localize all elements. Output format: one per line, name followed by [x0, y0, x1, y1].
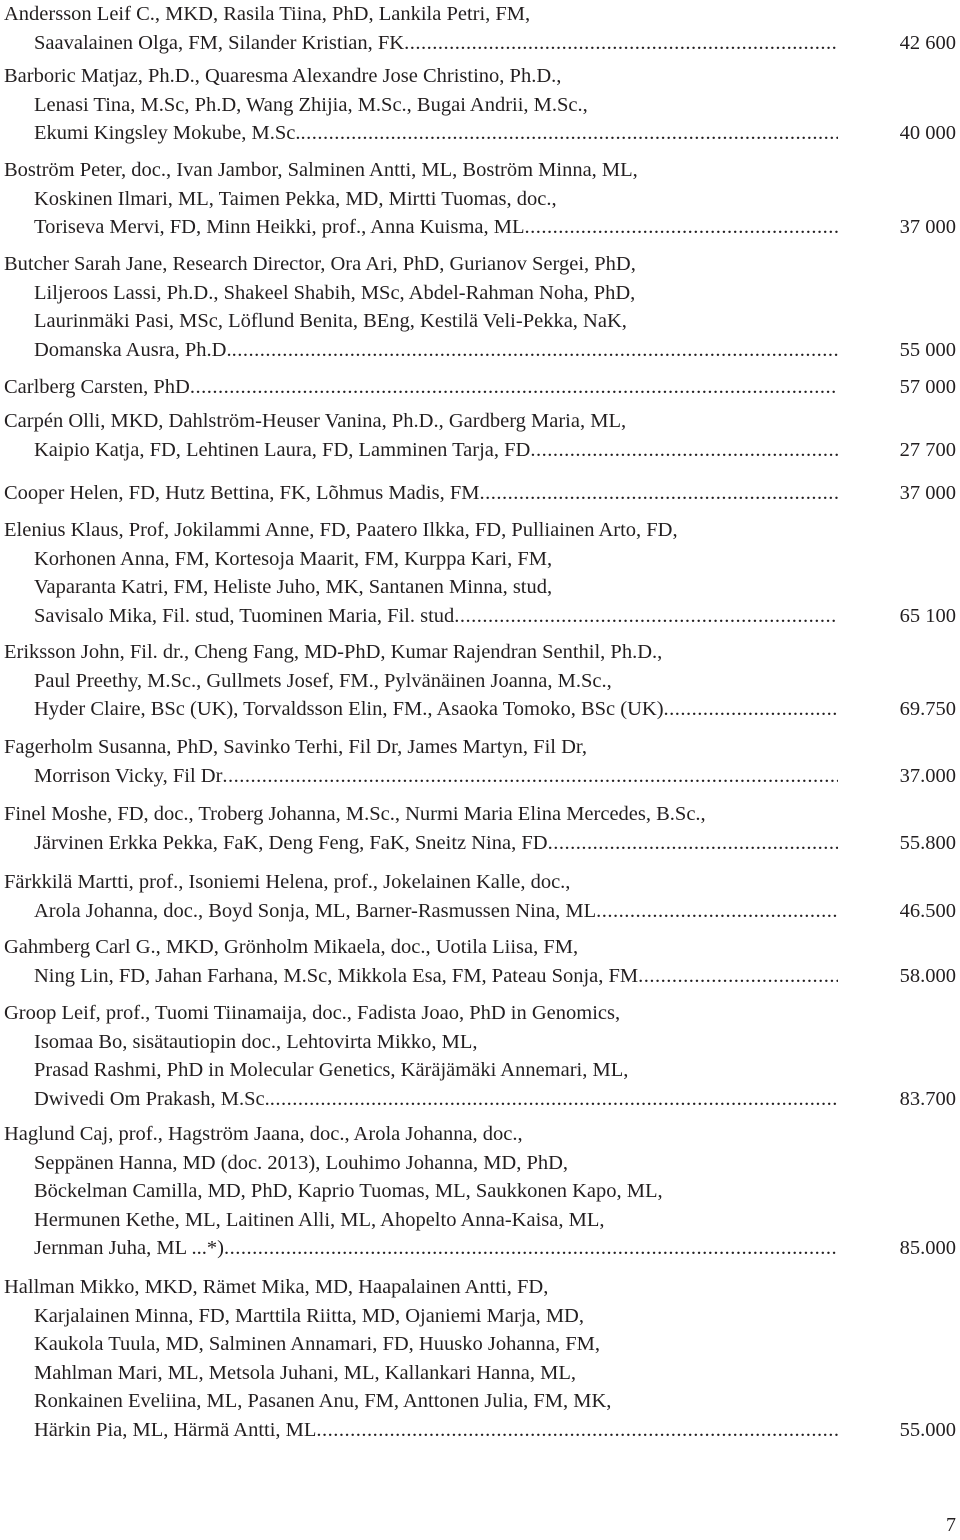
recipient-names: Härkin Pia, ML, Härmä Antti, ML [34, 1418, 317, 1441]
recipient-names: Domanska Ausra, Ph.D. [34, 338, 232, 361]
recipient-names: Morrison Vicky, Fil Dr [34, 764, 223, 787]
recipient-names: Boström Peter, doc., Ivan Jambor, Salminen Antti, ML, Boström Minna, ML, [4, 159, 638, 181]
recipient-names: Vaparanta Katri, FM, Heliste Juho, MK, Santanen Minna, stud, [34, 576, 553, 598]
grant-amount: 27 700 [899, 438, 956, 461]
recipient-names: Isomaa Bo, sisätautiopin doc., Lehtovirta Mikko, ML, [34, 1030, 478, 1053]
recipient-names: Carlberg Carsten, PhD [4, 376, 190, 398]
entry-last-line [4, 1234, 956, 1263]
funding-entry [4, 156, 956, 242]
entry-last-line [4, 762, 956, 791]
entry-last-line [4, 962, 956, 991]
recipient-names: Kaukola Tuula, MD, Salminen Annamari, FD, Huusko Johanna, FM, [34, 1333, 601, 1355]
funding-entry [4, 868, 956, 925]
entry-last-line [4, 213, 956, 242]
dot-leader [664, 695, 838, 724]
funding-entry [4, 62, 956, 148]
recipient-names: Hyder Claire, BSc (UK), Torvaldsson Elin, FM., Asaoka Tomoko, BSc (UK) [34, 698, 664, 720]
grant-amount: 57 000 [899, 376, 956, 398]
funding-entry [4, 407, 956, 464]
recipient-names: Dwivedi Om Prakash, M.Sc. [34, 1087, 270, 1110]
recipient-names: Seppänen Hanna, MD (doc. 2013), Louhimo Johanna, MD, PhD, [34, 1151, 569, 1174]
recipient-names: Savisalo Mika, Fil. stud, Tuominen Maria, Fil. stud [34, 604, 455, 627]
recipient-names: Hallman Mikko, MKD, Rämet Mika, MD, Haapalainen Antti, FD, [4, 1276, 549, 1298]
dot-leader [638, 962, 838, 991]
dot-leader [548, 829, 838, 858]
funding-entry [4, 1273, 956, 1444]
recipient-names: Hermunen Kethe, ML, Laitinen Alli, ML, Ahopelto Anna-Kaisa, ML, [34, 1208, 605, 1231]
grant-amount: 37.000 [899, 764, 956, 787]
recipient-names: Andersson Leif C., MKD, Rasila Tiina, PhD, Lankila Petri, FM, [4, 3, 531, 25]
dot-leader [316, 1416, 838, 1445]
grant-amount: 40 000 [899, 122, 956, 144]
funding-entry [4, 250, 956, 364]
dot-leader [479, 479, 838, 508]
recipient-names: Haglund Caj, prof., Hagström Jaana, doc., Arola Johanna, doc., [4, 1123, 523, 1145]
entry-last-line [4, 695, 956, 724]
recipient-names: Kaipio Katja, FD, Lehtinen Laura, FD, Lamminen Tarja, FD [34, 438, 531, 461]
recipient-names: Arola Johanna, doc., Boyd Sonja, ML, Barner-Rasmussen Nina, ML [34, 899, 597, 922]
page-number: 7 [946, 1514, 956, 1536]
recipient-names: Liljeroos Lassi, Ph.D., Shakeel Shabih, MSc, Abdel-Rahman Noha, PhD, [34, 281, 636, 304]
recipient-names: Färkkilä Martti, prof., Isoniemi Helena, prof., Jokelainen Kalle, doc., [4, 871, 571, 893]
recipient-names: Saavalainen Olga, FM, Silander Kristian, FK [34, 31, 405, 54]
recipient-names: Koskinen Ilmari, ML, Taimen Pekka, MD, Mirtti Tuomas, doc., [34, 187, 557, 210]
grant-amount: 55.800 [899, 831, 956, 854]
recipient-names: Paul Preethy, M.Sc., Gullmets Josef, FM., Pylvänäinen Joanna, M.Sc., [34, 669, 612, 692]
funding-entry [4, 1120, 956, 1263]
dot-leader [530, 436, 838, 465]
dot-leader [222, 762, 838, 791]
recipient-names: Elenius Klaus, Prof, Jokilammi Anne, FD, Paatero Ilkka, FD, Pulliainen Arto, FD, [4, 519, 678, 541]
grant-amount: 58.000 [899, 964, 956, 987]
funding-entry [4, 0, 956, 57]
grant-amount: 37 000 [899, 482, 956, 504]
funding-entry [4, 999, 956, 1113]
funding-entry [4, 800, 956, 857]
recipient-names: Butcher Sarah Jane, Research Director, Ora Ari, PhD, Gurianov Sergei, PhD, [4, 253, 636, 275]
funding-entry [4, 933, 956, 990]
dot-leader [301, 119, 839, 148]
recipient-names: Korhonen Anna, FM, Kortesoja Maarit, FM, Kurppa Kari, FM, [34, 547, 553, 570]
dot-leader [270, 1085, 838, 1114]
recipient-names: Lenasi Tina, M.Sc, Ph.D, Wang Zhijia, M.Sc., Bugai Andrii, M.Sc., [34, 93, 588, 116]
entry-last-line [4, 1085, 956, 1114]
recipient-names: Toriseva Mervi, FD, Minn Heikki, prof., Anna Kuisma, ML [34, 216, 525, 238]
funding-entry [4, 516, 956, 630]
recipient-names: Mahlman Mari, ML, Metsola Juhani, ML, Kallankari Hanna, ML, [34, 1361, 576, 1384]
recipient-names: Prasad Rashmi, PhD in Molecular Genetics, Käräjämäki Annemari, ML, [34, 1059, 629, 1081]
entry-last-line [4, 119, 956, 148]
recipient-names: Järvinen Erkka Pekka, FaK, Deng Feng, FaK, Sneitz Nina, FD [34, 831, 548, 854]
entry-last-line [4, 829, 956, 858]
grant-amount: 46.500 [899, 899, 956, 922]
entry-last-line [4, 336, 956, 365]
dot-leader [224, 1234, 838, 1263]
funding-entry [4, 479, 956, 508]
recipient-names: Gahmberg Carl G., MKD, Grönholm Mikaela, doc., Uotila Liisa, FM, [4, 936, 579, 958]
grant-amount: 65 100 [899, 604, 956, 627]
entry-last-line [4, 602, 956, 631]
recipient-names: Finel Moshe, FD, doc., Troberg Johanna, M.Sc., Nurmi Maria Elina Mercedes, B.Sc., [4, 803, 706, 825]
recipient-names: Groop Leif, prof., Tuomi Tiinamaija, doc., Fadista Joao, PhD in Genomics, [4, 1002, 621, 1024]
recipient-names: Ekumi Kingsley Mokube, M.Sc. [34, 122, 301, 144]
recipient-names: Fagerholm Susanna, PhD, Savinko Terhi, Fil Dr, James Martyn, Fil Dr, [4, 736, 588, 758]
recipient-names: Eriksson John, Fil. dr., Cheng Fang, MD-PhD, Kumar Rajendran Senthil, Ph.D., [4, 641, 663, 663]
recipient-names: Laurinmäki Pasi, MSc, Löflund Benita, BEng, Kestilä Veli-Pekka, NaK, [34, 310, 627, 332]
dot-leader [190, 373, 838, 402]
grant-amount: 37 000 [899, 216, 956, 238]
entry-last-line [4, 373, 956, 402]
dot-leader [596, 897, 838, 926]
grant-amount: 55.000 [899, 1418, 956, 1441]
dot-leader [454, 602, 838, 631]
recipient-names: Jernman Juha, ML ...*) [34, 1237, 224, 1259]
recipient-names: Cooper Helen, FD, Hutz Bettina, FK, Lõhmus Madis, FM [4, 482, 480, 504]
grant-amount: 85.000 [899, 1237, 956, 1259]
recipient-names: Ronkainen Eveliina, ML, Pasanen Anu, FM, Anttonen Julia, FM, MK, [34, 1390, 612, 1412]
entry-last-line [4, 897, 956, 926]
entry-last-line [4, 1416, 956, 1445]
entry-last-line [4, 479, 956, 508]
recipient-names: Carpén Olli, MKD, Dahlström-Heuser Vanina, Ph.D., Gardberg Maria, ML, [4, 410, 627, 432]
entry-last-line [4, 436, 956, 465]
dot-leader [232, 336, 838, 365]
entry-last-line [4, 29, 956, 58]
recipient-names: Karjalainen Minna, FD, Marttila Riitta, MD, Ojaniemi Marja, MD, [34, 1304, 584, 1327]
recipient-names: Ning Lin, FD, Jahan Farhana, M.Sc, Mikkola Esa, FM, Pateau Sonja, FM [34, 964, 639, 987]
dot-leader [525, 213, 838, 242]
dot-leader [404, 29, 838, 58]
recipient-names: Barboric Matjaz, Ph.D., Quaresma Alexandre Jose Christino, Ph.D., [4, 65, 562, 87]
grant-amount: 69.750 [899, 698, 956, 720]
funding-entry [4, 638, 956, 724]
grant-amount: 55 000 [899, 338, 956, 361]
recipient-names: Böckelman Camilla, MD, PhD, Kaprio Tuomas, ML, Saukkonen Kapo, ML, [34, 1180, 663, 1202]
grant-amount: 42 600 [899, 31, 956, 54]
funding-entry [4, 733, 956, 790]
funding-entry [4, 373, 956, 402]
grant-amount: 83.700 [899, 1087, 956, 1110]
